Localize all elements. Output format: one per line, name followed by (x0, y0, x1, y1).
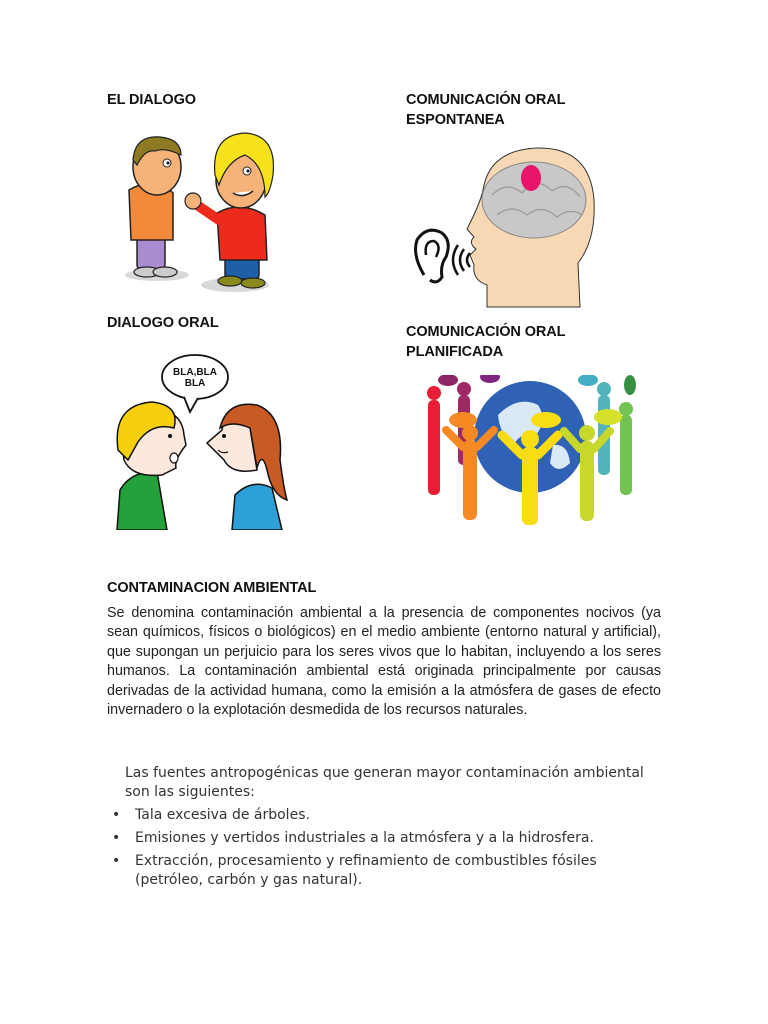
boy-girl-illustration (112, 350, 292, 530)
heading-line: ESPONTANEA (406, 112, 505, 128)
list-item-text: Tala excesiva de árboles. (135, 807, 310, 823)
contaminacion-paragraph: Se denomina contaminación ambiental a la presencia de componentes nocivos (ya sean químicos, físicos o biológicos) en el medio ambiente (entorno natural y artificial), que supongan un perjuicio para los seres vivos que lo habitan, incluyendo a los seres humanos. La contaminación ambiental está originada principalmente por causas derivadas de la actividad humana, como la emisión a la atmósfera de gases de efecto invernadero o la explotación desmedida de los recursos naturales. (107, 605, 661, 719)
speech-bubble-line2: BLA (184, 378, 206, 389)
people-globe-illustration (418, 375, 646, 525)
bullet-icon: • (112, 853, 121, 869)
heading-dialogo-oral: DIALOGO ORAL (107, 315, 219, 331)
heading-line: COMUNICACIÓN ORAL (406, 92, 566, 108)
list-intro: Las fuentes antropogénicas que generan mayor contaminación ambiental son las siguientes: (125, 765, 644, 800)
speech-bubble-line1: BLA,BLA (173, 367, 217, 378)
heading-el-dialogo: EL DIALOGO (107, 92, 196, 108)
list-item (107, 806, 667, 825)
list-item-text: Emisiones y vertidos industriales a la atmósfera y a la hidrosfera. (135, 830, 594, 846)
heading-line: COMUNICACIÓN ORAL (406, 324, 566, 340)
head-brain-illustration (412, 145, 602, 310)
heading-line: PLANIFICADA (406, 344, 504, 360)
sources-list (107, 806, 667, 894)
two-boys-illustration (115, 125, 285, 300)
list-item (107, 829, 667, 848)
list-item (107, 852, 667, 890)
list-item-text: Extracción, procesamiento y refinamiento de combustibles fósiles (petróleo, carbón y gas natural). (135, 853, 597, 888)
bullet-icon: • (112, 830, 121, 846)
heading-contaminacion-ambiental: CONTAMINACION AMBIENTAL (107, 580, 317, 596)
bullet-icon: • (112, 807, 121, 823)
heading-comunicacion-planificada (406, 322, 565, 362)
heading-comunicacion-espontanea (406, 90, 565, 130)
